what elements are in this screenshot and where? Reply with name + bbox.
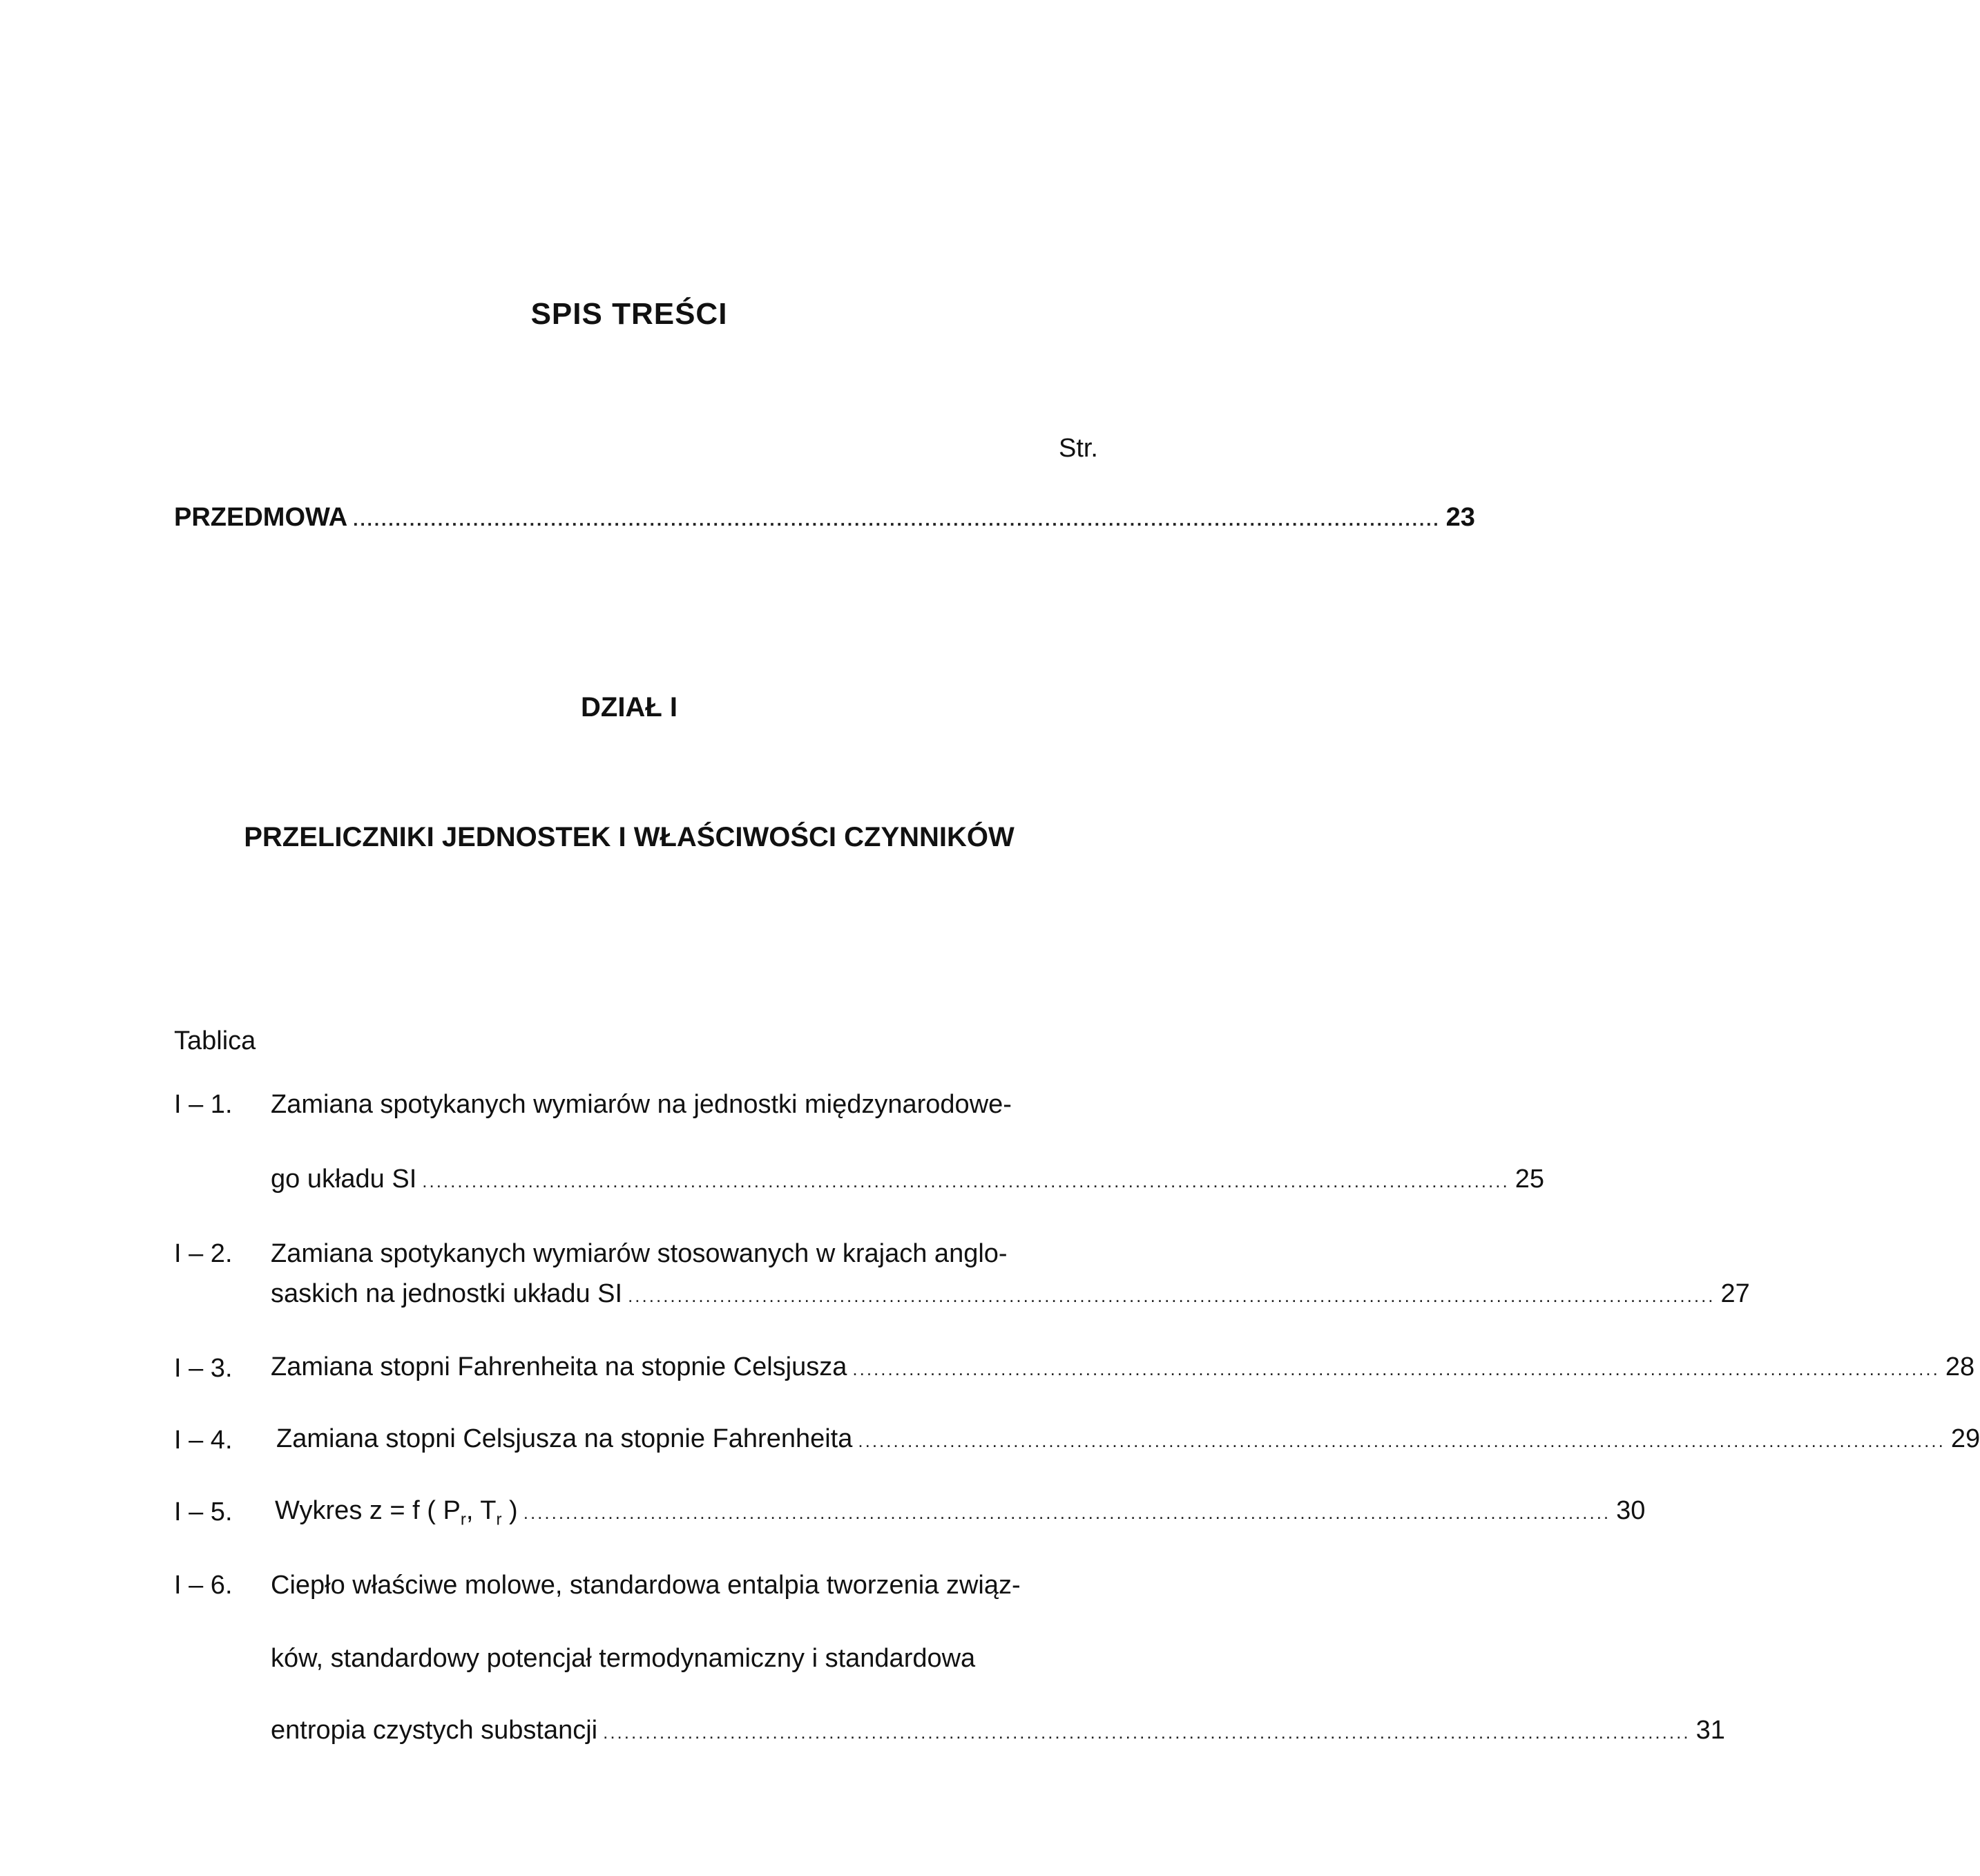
- entry-text-line: Ciepło właściwe molowe, standardowa entalpia tworzenia związ-: [271, 1571, 1021, 1600]
- toc-entry-line: [271, 1279, 1750, 1308]
- toc-entry-line: [271, 1352, 1975, 1381]
- preface-page: 23: [1445, 503, 1475, 532]
- entry-text-line: go układu SI: [271, 1165, 417, 1194]
- entry-page: 29: [1950, 1424, 1980, 1453]
- dot-leader: ..........................................................................................................................................................: [858, 1430, 1945, 1451]
- dot-leader: ..........................................................................................................................................................: [353, 509, 1441, 530]
- formula-suffix: ): [501, 1496, 518, 1525]
- page-title: SPIS TREŚCI: [530, 297, 728, 331]
- entry-text-line: Zamiana spotykanych wymiarów stosowanych w krajach anglo-: [271, 1239, 1008, 1268]
- dot-leader: ..........................................................................................................................................................: [603, 1722, 1691, 1743]
- dot-leader: ..........................................................................................................................................................: [628, 1285, 1715, 1306]
- entry-page: 30: [1616, 1496, 1646, 1525]
- entry-text-line: Zamiana stopni Celsjusza na stopnie Fahrenheita: [276, 1424, 853, 1453]
- dot-leader: ..........................................................................................................................................................: [523, 1502, 1611, 1523]
- entry-text-line: entropia czystych substancji: [271, 1716, 598, 1745]
- section-subtitle: PRZELICZNIKI JEDNOSTEK I WŁAŚCIWOŚCI CZYNNIKÓW: [244, 822, 1015, 852]
- entry-number: I – 3.: [174, 1354, 233, 1383]
- toc-entry-line: [271, 1716, 1725, 1745]
- preface-label: PRZEDMOWA: [174, 503, 348, 532]
- toc-entry-line: [276, 1424, 1980, 1453]
- formula-prefix: Wykres z = f ( P: [275, 1496, 461, 1525]
- table-label: Tablica: [174, 1026, 256, 1055]
- entry-number: I – 4.: [174, 1426, 233, 1455]
- entry-number: I – 2.: [174, 1239, 233, 1268]
- entry-number: I – 6.: [174, 1571, 233, 1600]
- section-title: DZIAŁ I: [581, 692, 677, 722]
- formula-mid: , T: [465, 1496, 497, 1525]
- toc-entry-line: [275, 1496, 1646, 1529]
- formula-subscript: r: [460, 1510, 466, 1529]
- entry-page: 25: [1515, 1165, 1544, 1194]
- entry-page: 27: [1720, 1279, 1750, 1308]
- formula-subscript: r: [496, 1510, 502, 1529]
- toc-entry-preface: [174, 503, 1475, 532]
- entry-text-line: saskich na jednostki układu SI: [271, 1279, 623, 1308]
- entry-page: 31: [1695, 1716, 1725, 1745]
- dot-leader: ..........................................................................................................................................................: [422, 1171, 1510, 1191]
- page-column-label: Str.: [1058, 434, 1098, 463]
- entry-text-line: [275, 1497, 518, 1529]
- entry-number: I – 1.: [174, 1090, 233, 1119]
- entry-page: 28: [1945, 1352, 1975, 1381]
- toc-entry-line: [271, 1165, 1544, 1194]
- entry-text-line: Zamiana spotykanych wymiarów na jednostki międzynarodowe-: [271, 1090, 1012, 1119]
- entry-text-line: Zamiana stopni Fahrenheita na stopnie Celsjusza: [271, 1352, 847, 1381]
- dot-leader: ..........................................................................................................................................................: [852, 1359, 1940, 1379]
- entry-number: I – 5.: [174, 1497, 233, 1526]
- entry-text-line: ków, standardowy potencjał termodynamiczny i standardowa: [271, 1644, 976, 1673]
